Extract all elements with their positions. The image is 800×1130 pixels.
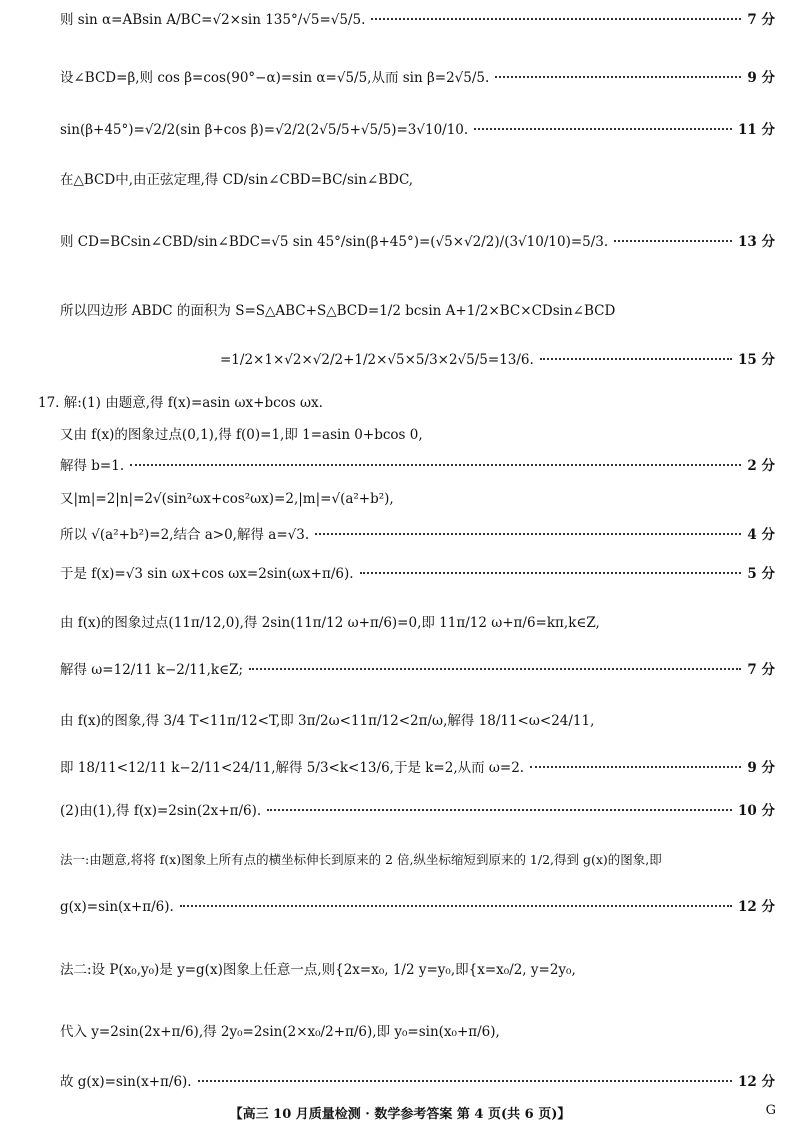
leader-dots — [315, 533, 741, 535]
score-label: 12 分 — [738, 1074, 775, 1090]
line-text: (2)由(1),得 f(x)=2sin(2x+π/6). — [60, 803, 262, 819]
score-label: 9 分 — [747, 760, 775, 776]
score-label: 10 分 — [738, 803, 775, 819]
line-text: 所以四边形 ABDC 的面积为 S=S△ABC+S△BCD=1/2 bcsin A+1/2×BC×CDsin∠BCD — [60, 303, 616, 319]
leader-dots — [130, 464, 741, 466]
leader-dots — [530, 766, 741, 768]
solution-line — [60, 564, 775, 584]
leader-dots — [614, 240, 732, 242]
line-text: 法一:由题意,将将 f(x)图象上所有点的横坐标伸长到原来的 2 倍,纵坐标缩短到原来的 1/2,得到 g(x)的图象,即 — [60, 852, 662, 867]
solution-line — [60, 758, 775, 778]
solution-line — [60, 489, 775, 509]
leader-dots — [249, 668, 741, 670]
line-text: 又|m|=2|n|=2√(sin²ωx+cos²ωx)=2,|m|=√(a²+b²), — [60, 491, 394, 507]
solution-line — [60, 1072, 775, 1092]
score-label: 4 分 — [747, 527, 775, 543]
score-label: 7 分 — [747, 12, 775, 28]
leader-dots — [474, 128, 732, 130]
leader-dots — [267, 809, 732, 811]
line-text: 由 f(x)的图象,得 3/4 T<11π/12<T,即 3π/2ω<11π/12<2π/ω,解得 18/11<ω<24/11, — [60, 713, 595, 729]
score-label: 5 分 — [747, 566, 775, 582]
line-text: 设∠BCD=β,则 cos β=cos(90°−α)=sin α=√5/5,从而 sin β=2√5/5. — [60, 70, 490, 86]
solution-line — [60, 1022, 775, 1042]
leader-dots — [371, 18, 741, 20]
question-17-header — [38, 393, 775, 413]
solution-line — [60, 301, 775, 321]
score-label: 2 分 — [747, 458, 775, 474]
page-footer: 【高三 10 月质量检测 · 数学参考答案 第 4 页(共 6 页)】 — [229, 1107, 571, 1122]
leader-dots — [360, 572, 742, 574]
score-label: 7 分 — [747, 662, 775, 678]
solution-line — [60, 711, 775, 731]
line-text: 在△BCD中,由正弦定理,得 CD/sin∠CBD=BC/sin∠BDC, — [60, 172, 414, 188]
solution-line — [60, 801, 775, 821]
solution-line — [60, 68, 775, 88]
solution-line — [60, 525, 775, 545]
score-label: 15 分 — [738, 352, 775, 368]
leader-dots — [198, 1080, 732, 1082]
solution-line — [60, 170, 775, 190]
leader-dots — [180, 905, 732, 907]
solution-line — [60, 613, 775, 633]
line-text: 由 f(x)的图象过点(11π/12,0),得 2sin(11π/12 ω+π/6)=0,即 11π/12 ω+π/6=kπ,k∈Z, — [60, 615, 600, 631]
score-label: 12 分 — [738, 899, 775, 915]
score-label: 11 分 — [738, 122, 775, 138]
line-text: 故 g(x)=sin(x+π/6). — [60, 1074, 192, 1090]
solution-line — [60, 120, 775, 140]
line-text: g(x)=sin(x+π/6). — [60, 899, 174, 915]
line-text: 又由 f(x)的图象过点(0,1),得 f(0)=1,即 1=asin 0+bcos 0, — [60, 427, 423, 443]
leader-dots — [540, 358, 732, 360]
solution-line — [60, 960, 775, 980]
line-text: 于是 f(x)=√3 sin ωx+cos ωx=2sin(ωx+π/6). — [60, 566, 354, 582]
solution-line — [60, 850, 775, 870]
line-text: 代入 y=2sin(2x+π/6),得 2y₀=2sin(2×x₀/2+π/6),即 y₀=sin(x₀+π/6), — [60, 1024, 500, 1040]
line-text: 则 sin α=ABsin A/BC=√2×sin 135°/√5=√5/5. — [60, 12, 366, 28]
score-label: 13 分 — [738, 234, 775, 250]
solution-line — [60, 456, 775, 476]
line-text: 即 18/11<12/11 k−2/11<24/11,解得 5/3<k<13/6,于是 k=2,从而 ω=2. — [60, 760, 525, 776]
solution-line — [220, 350, 775, 370]
line-text: 法二:设 P(x₀,y₀)是 y=g(x)图象上任意一点,则{2x=x₀, 1/2 y=y₀,即{x=x₀/2, y=2y₀, — [60, 962, 576, 978]
line-text: =1/2×1×√2×√2/2+1/2×√5×5/3×2√5/5=13/6. — [220, 352, 534, 368]
solution-line — [60, 425, 775, 445]
solution-line — [60, 660, 775, 680]
line-text: sin(β+45°)=√2/2(sin β+cos β)=√2/2(2√5/5+√5/5)=3√10/10. — [60, 122, 469, 138]
corner-mark: G — [765, 1103, 776, 1118]
solution-line — [60, 232, 775, 252]
leader-dots — [495, 76, 741, 78]
line-text: 17. 解:(1) 由题意,得 f(x)=asin ωx+bcos ωx. — [38, 395, 323, 411]
score-label: 9 分 — [747, 70, 775, 86]
line-text: 解得 b=1. — [60, 458, 125, 474]
line-text: 解得 ω=12/11 k−2/11,k∈Z; — [60, 662, 244, 678]
solution-line — [60, 10, 775, 30]
solution-line — [60, 897, 775, 917]
line-text: 所以 √(a²+b²)=2,结合 a>0,解得 a=√3. — [60, 527, 310, 543]
line-text: 则 CD=BCsin∠CBD/sin∠BDC=√5 sin 45°/sin(β+45°)=(√5×√2/2)/(3√10/10)=5/3. — [60, 234, 609, 250]
